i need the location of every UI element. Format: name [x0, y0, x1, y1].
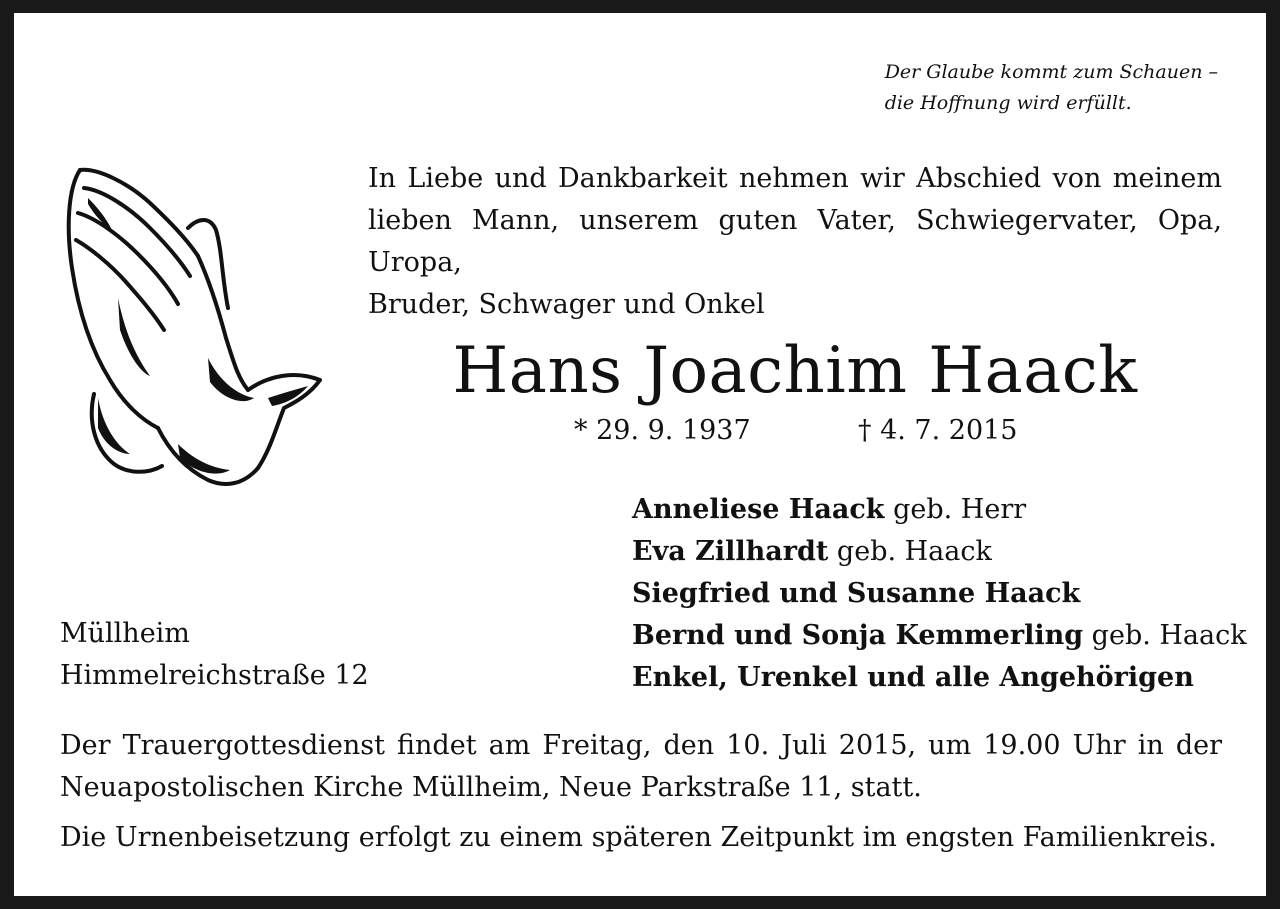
- motto: [885, 57, 1218, 119]
- mourner-name: Anneliese Haack: [632, 494, 885, 525]
- urn-info: Die Urnenbeisetzung erfolgt zu einem späteren Zeitpunkt im engsten Familienkreis.: [60, 822, 1217, 853]
- praying-hands-icon: [58, 158, 328, 498]
- intro-line-3: Bruder, Schwager und Onkel: [368, 289, 765, 320]
- mourner-line: [632, 657, 1252, 699]
- mourner-line: [632, 531, 1252, 573]
- mourner-suffix: geb. Haack: [828, 536, 992, 567]
- address-street: Himmelreichstraße 12: [60, 660, 369, 691]
- deceased-name: Hans Joachim Haack: [452, 334, 1138, 408]
- mourner-name: Enkel, Urenkel und alle Angehörigen: [632, 662, 1194, 693]
- motto-line-1: Der Glaube kommt zum Schauen –: [884, 61, 1218, 83]
- address-city: Müllheim: [60, 618, 190, 649]
- service-line-2: Neuapostolischen Kirche Müllheim, Neue Parkstraße 11, statt.: [60, 772, 922, 803]
- motto-line-2: die Hoffnung wird erfüllt.: [884, 92, 1132, 114]
- mourner-name: Bernd und Sonja Kemmerling: [632, 620, 1084, 651]
- address: [60, 613, 369, 697]
- mourner-suffix: geb. Haack: [1083, 620, 1247, 651]
- intro-line-1: In Liebe und Dankbarkeit nehmen wir Abschied von meinem: [368, 163, 1222, 194]
- service-line-1: Der Trauergottesdienst findet am Freitag, den 10. Juli 2015, um 19.00 Uhr in der: [60, 730, 1222, 761]
- intro-line-2: lieben Mann, unserem guten Vater, Schwiegervater, Opa, Uropa,: [368, 205, 1222, 278]
- mourner-suffix: geb. Herr: [884, 494, 1027, 525]
- mourner-line: [632, 615, 1252, 657]
- service-info: [60, 725, 1222, 809]
- death-date: † 4. 7. 2015: [858, 415, 1018, 446]
- mourner-name: Siegfried und Susanne Haack: [632, 578, 1081, 609]
- mourners-list: [632, 489, 1252, 699]
- mourner-name: Eva Zillhardt: [632, 536, 829, 567]
- mourner-line: [632, 489, 1252, 531]
- intro-text: [368, 158, 1222, 326]
- birth-date: * 29. 9. 1937: [574, 415, 751, 446]
- mourner-line: [632, 573, 1252, 615]
- obituary-card: [14, 13, 1266, 896]
